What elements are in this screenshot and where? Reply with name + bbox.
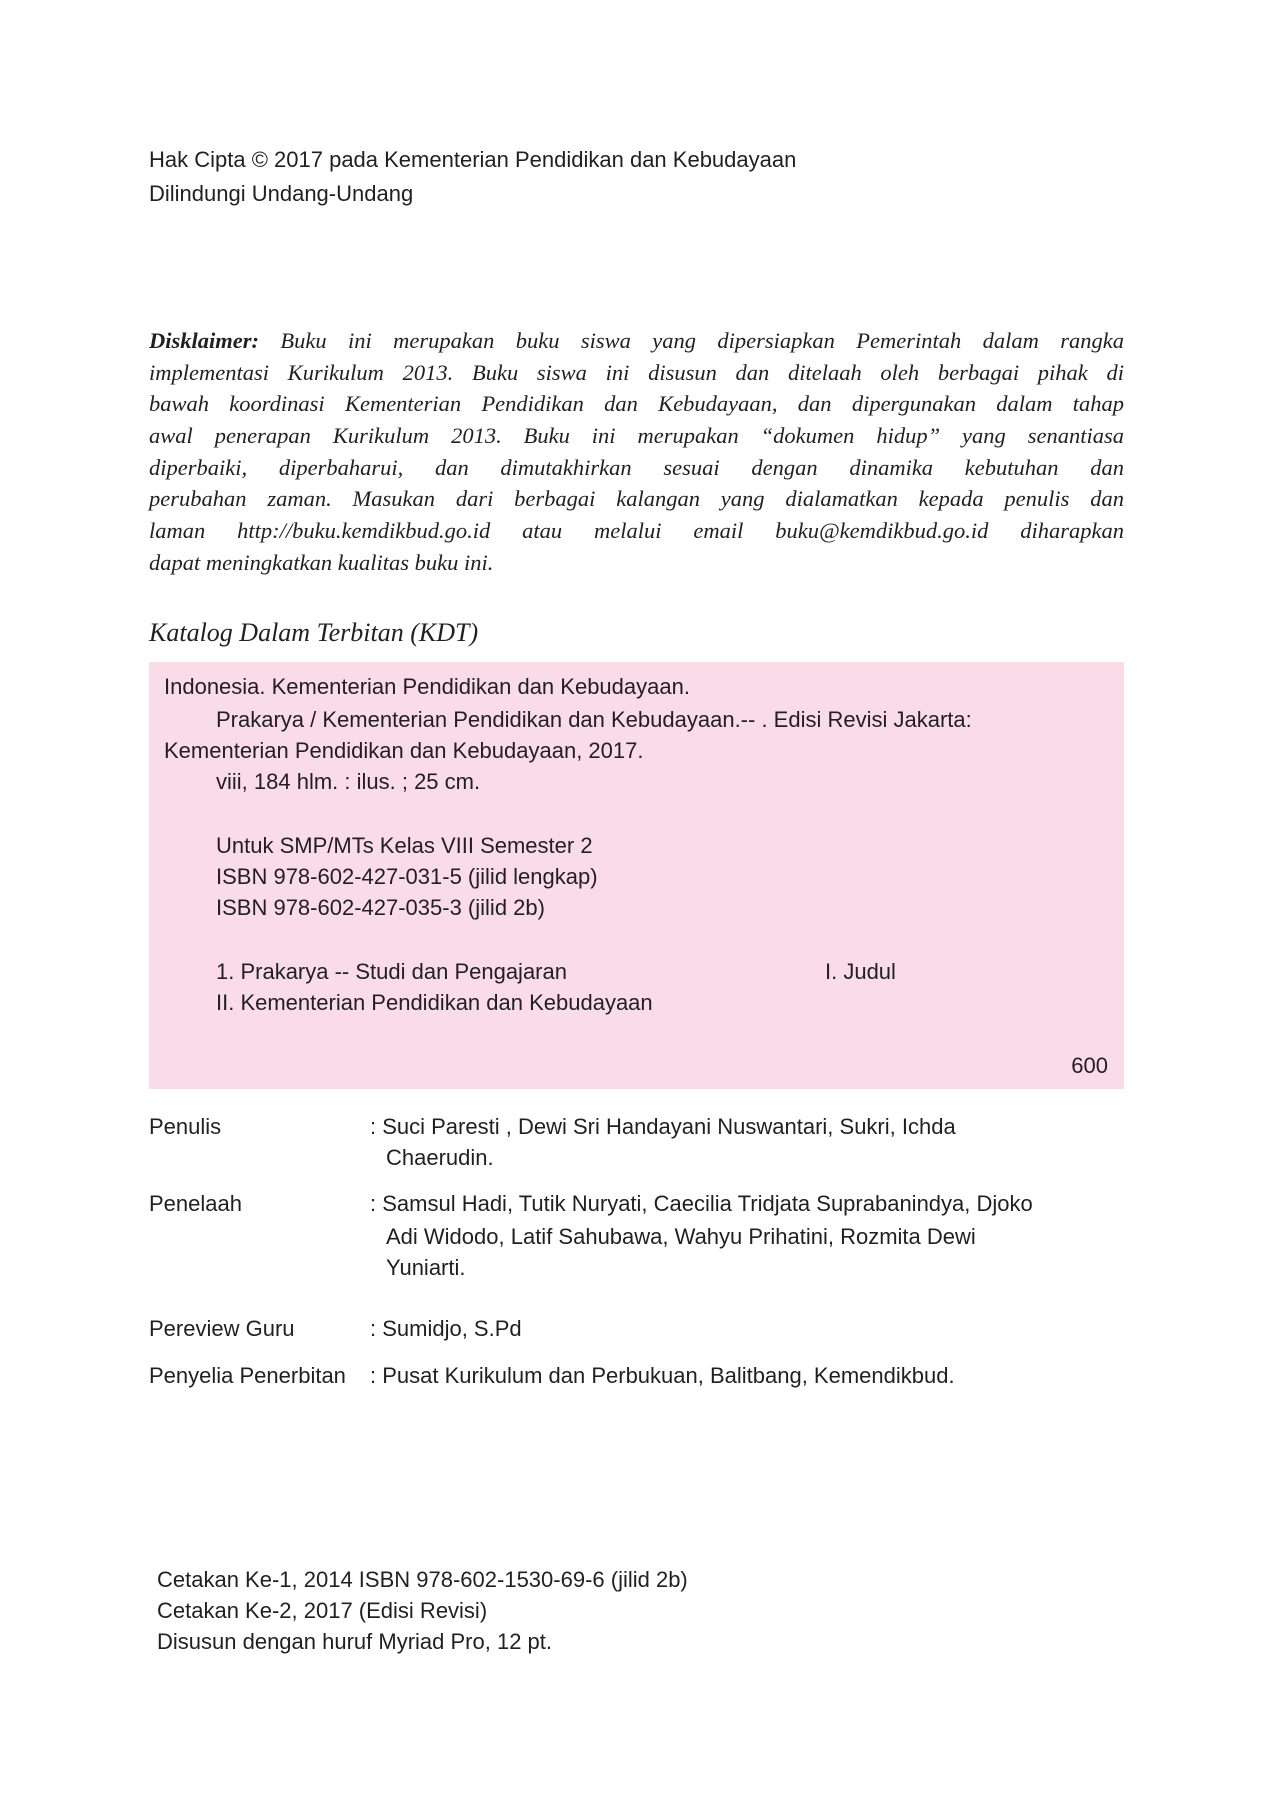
kdt-isbn-volume: ISBN 978-602-427-035-3 (jilid 2b) [216,895,545,920]
kdt-heading: Katalog Dalam Terbitan (KDT) [149,618,479,647]
printing-line-1: Cetakan Ke-1, 2014 ISBN 978-602-1530-69-6 (jilid 2b) [157,1567,688,1592]
disclaimer-line: perubahan zaman. Masukan dari berbagai kalangan yang dialamatkan kepada penulis dan [149,486,1124,511]
kdt-title-line: Prakarya / Kementerian Pendidikan dan Kebudayaan.-- . Edisi Revisi Jakarta: [216,707,972,732]
penyelia-value: : Pusat Kurikulum dan Perbukuan, Balitbang, Kemendikbud. [370,1363,955,1388]
protected-by-law: Dilindungi Undang-Undang [149,181,414,206]
kdt-subject-2: II. Kementerian Pendidikan dan Kebudayaan [216,990,653,1015]
typeface-note: Disusun dengan huruf Myriad Pro, 12 pt. [157,1629,553,1654]
disclaimer-line: Disklaimer: Buku ini merupakan buku siswa yang dipersiapkan Pemerintah dalam rangka [149,328,1124,353]
kdt-subject-title: I. Judul [825,959,896,984]
penelaah-label: Penelaah [149,1191,242,1216]
kdt-physical: viii, 184 hlm. : ilus. ; 25 cm. [216,769,481,794]
disclaimer-line: implementasi Kurikulum 2013. Buku siswa ini disusun dan ditelaah oleh berbagai pihak di [149,360,1124,385]
kdt-subject-1: 1. Prakarya -- Studi dan Pengajaran [216,959,567,984]
disclaimer-line: bawah koordinasi Kementerian Pendidikan dan Kebudayaan, dan dipergunakan dalam tahap [149,391,1124,416]
disclaimer-line: diperbaiki, diperbaharui, dan dimutakhirkan sesuai dengan dinamika kebutuhan dan [149,455,1124,480]
kdt-box [149,662,1124,1089]
printing-line-2: Cetakan Ke-2, 2017 (Edisi Revisi) [157,1598,488,1623]
penelaah-value-cont: Yuniarti. [386,1255,466,1280]
disclaimer-line: dapat meningkatkan kualitas buku ini. [149,550,494,575]
penulis-value: : Suci Paresti , Dewi Sri Handayani Nuswantari, Sukri, Ichda [370,1114,956,1139]
pereview-label: Pereview Guru [149,1316,295,1341]
kdt-publisher: Kementerian Pendidikan dan Kebudayaan, 2017. [164,738,644,763]
disclaimer-line: awal penerapan Kurikulum 2013. Buku ini merupakan “dokumen hidup” yang senantiasa [149,423,1124,448]
penulis-value-cont: Chaerudin. [386,1145,494,1170]
penulis-label: Penulis [149,1114,222,1139]
penyelia-label: Penyelia Penerbitan [149,1363,346,1388]
disclaimer-label: Disklaimer: [149,328,259,353]
penelaah-value: : Samsul Hadi, Tutik Nuryati, Caecilia Tridjata Suprabanindya, Djoko [370,1191,1033,1216]
kdt-author: Indonesia. Kementerian Pendidikan dan Kebudayaan. [164,674,690,699]
penelaah-value-cont: Adi Widodo, Latif Sahubawa, Wahyu Prihatini, Rozmita Dewi [386,1224,976,1249]
disclaimer-line: laman http://buku.kemdikbud.go.id atau melalui email buku@kemdikbud.go.id diharapkan [149,518,1124,543]
kdt-classification: 600 [1071,1053,1108,1078]
kdt-isbn-complete: ISBN 978-602-427-031-5 (jilid lengkap) [216,864,598,889]
copyright-line: Hak Cipta © 2017 pada Kementerian Pendidikan dan Kebudayaan [149,147,797,172]
kdt-audience: Untuk SMP/MTs Kelas VIII Semester 2 [216,833,593,858]
pereview-value: : Sumidjo, S.Pd [370,1316,522,1341]
